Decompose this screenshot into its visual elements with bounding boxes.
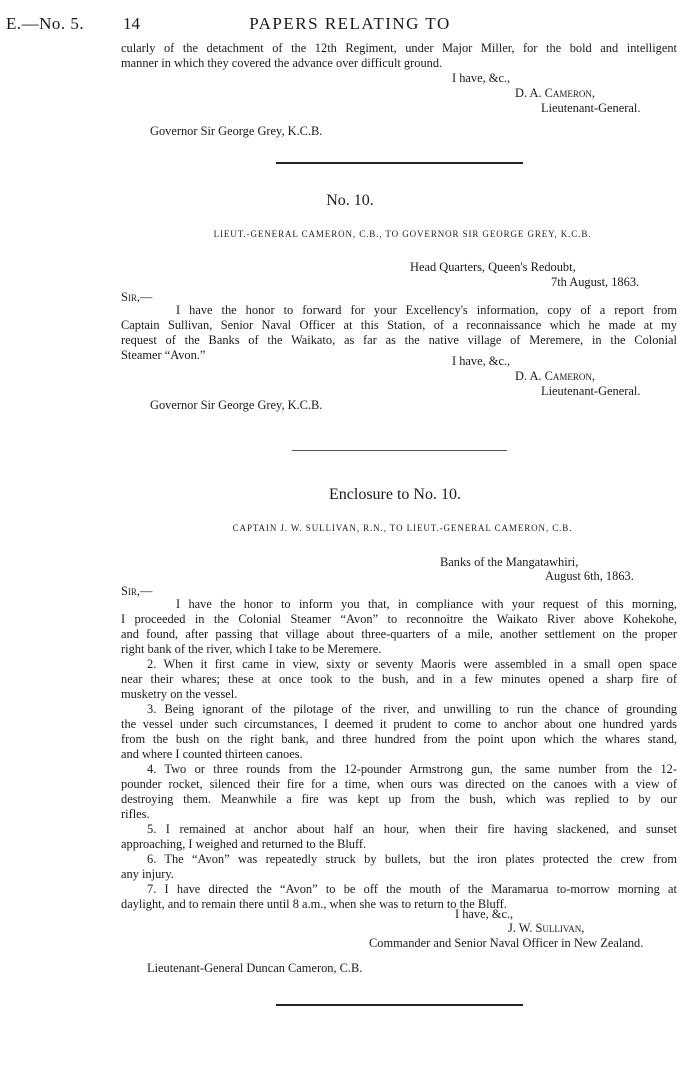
running-title: PAPERS RELATING TO bbox=[249, 14, 451, 33]
addressee: Governor Sir George Grey, K.C.B. bbox=[150, 398, 323, 412]
text-line: and where I counted thirteen canoes. bbox=[121, 747, 303, 761]
text-line: near their whares; these at once took to the bush, and in a few minutes opened a sharp fire of bbox=[121, 672, 677, 686]
section-subheading: CAPTAIN J. W. SULLIVAN, R.N., TO LIEUT.-GENERAL CAMERON, C.B. bbox=[232, 523, 573, 533]
section-divider bbox=[292, 450, 507, 451]
text-line: and found, after passing that village about three-quarters of a mile, another settlement on the proper bbox=[121, 627, 677, 641]
section-divider bbox=[276, 162, 523, 164]
text-line: 3. Being ignorant of the pilotage of the river, and unwilling to run the chance of grounding bbox=[147, 702, 677, 716]
section-heading: No. 10. bbox=[326, 192, 374, 209]
signature: D. A. Cameron, bbox=[515, 86, 595, 100]
text-line: Captain Sullivan, Senior Naval Officer at this Station, of a reconnaissance which he made at my bbox=[121, 318, 677, 332]
text-line: any injury. bbox=[121, 867, 174, 881]
text-line: I have the honor to forward for your Excellency's information, copy of a report from bbox=[176, 303, 677, 317]
text-line: 2. When it first came in view, sixty or seventy Maoris were assembled in a small open space bbox=[147, 657, 677, 671]
rank: Lieutenant-General. bbox=[541, 384, 641, 398]
section-heading: Enclosure to No. 10. bbox=[329, 486, 461, 503]
text-line: I proceeded in the Colonial Steamer “Avon” to reconnoitre the Waikato River above Kohekohe, bbox=[121, 612, 677, 626]
addressee: Lieutenant-General Duncan Cameron, C.B. bbox=[147, 961, 363, 975]
place: Banks of the Mangatawhiri, bbox=[440, 555, 579, 569]
text-line: the vessel under such circumstances, I deemed it prudent to come to anchor about one hundred yards bbox=[121, 717, 677, 731]
text-line: Steamer “Avon.” bbox=[121, 348, 206, 362]
text-line: rifles. bbox=[121, 807, 150, 821]
page-number: 14 bbox=[123, 14, 140, 33]
section-divider bbox=[276, 1004, 523, 1006]
signature: D. A. Cameron, bbox=[515, 369, 595, 383]
date: 7th August, 1863. bbox=[551, 275, 640, 289]
salutation: Sir,— bbox=[121, 290, 153, 304]
text-line: 4. Two or three rounds from the 12-pounder Armstrong gun, the same number from the 12- bbox=[147, 762, 677, 776]
rank: Lieutenant-General. bbox=[541, 101, 641, 115]
closing: I have, &c., bbox=[455, 907, 514, 921]
date: August 6th, 1863. bbox=[545, 569, 634, 583]
text-line: manner in which they covered the advance over difficult ground. bbox=[121, 56, 443, 70]
text-line: destroying them. Meanwhile a fire was kept up from the bush, which was replied to by our bbox=[121, 792, 677, 806]
closing: I have, &c., bbox=[452, 71, 511, 85]
salutation: Sir,— bbox=[121, 584, 153, 598]
text-line: cularly of the detachment of the 12th Regiment, under Major Miller, for the bold and intelligent bbox=[121, 41, 677, 55]
closing: I have, &c., bbox=[452, 354, 511, 368]
text-line: I have the honor to inform you that, in compliance with your request of this morning, bbox=[176, 597, 677, 611]
text-line: 7. I have directed the “Avon” to be off the mouth of the Maramarua to-morrow morning at bbox=[147, 882, 677, 896]
text-line: pounder rocket, silenced their fire for a time, when ours was directed on the canoes with a view of bbox=[121, 777, 677, 791]
text-line: approaching, I weighed and returned to the Bluff. bbox=[121, 837, 367, 851]
rank: Commander and Senior Naval Officer in New Zealand. bbox=[369, 936, 644, 950]
text-line: from the bush on the right bank, and three hundred from the point upon which the whares stand, bbox=[121, 732, 677, 746]
series-number: E.—No. 5. bbox=[6, 14, 85, 33]
addressee: Governor Sir George Grey, K.C.B. bbox=[150, 124, 323, 138]
text-line: 5. I remained at anchor about half an hour, when their fire having slackened, and sunset bbox=[147, 822, 677, 836]
text-line: right bank of the river, which I take to be Meremere. bbox=[121, 642, 382, 656]
text-line: musketry on the vessel. bbox=[121, 687, 238, 701]
text-line: request of the Banks of the Waikato, as far as the native village of Meremere, in the Colonial bbox=[121, 333, 677, 347]
section-subheading: LIEUT.-GENERAL CAMERON, C.B., TO GOVERNOR SIR GEORGE GREY, K.C.B. bbox=[213, 229, 592, 239]
text-line: 6. The “Avon” was repeatedly struck by bullets, but the iron plates protected the crew from bbox=[147, 852, 677, 866]
signature: J. W. Sullivan, bbox=[508, 921, 585, 935]
text-line: daylight, and to remain there until 8 a.m., when she was to return to the Bluff. bbox=[121, 897, 507, 911]
place: Head Quarters, Queen's Redoubt, bbox=[410, 260, 576, 274]
